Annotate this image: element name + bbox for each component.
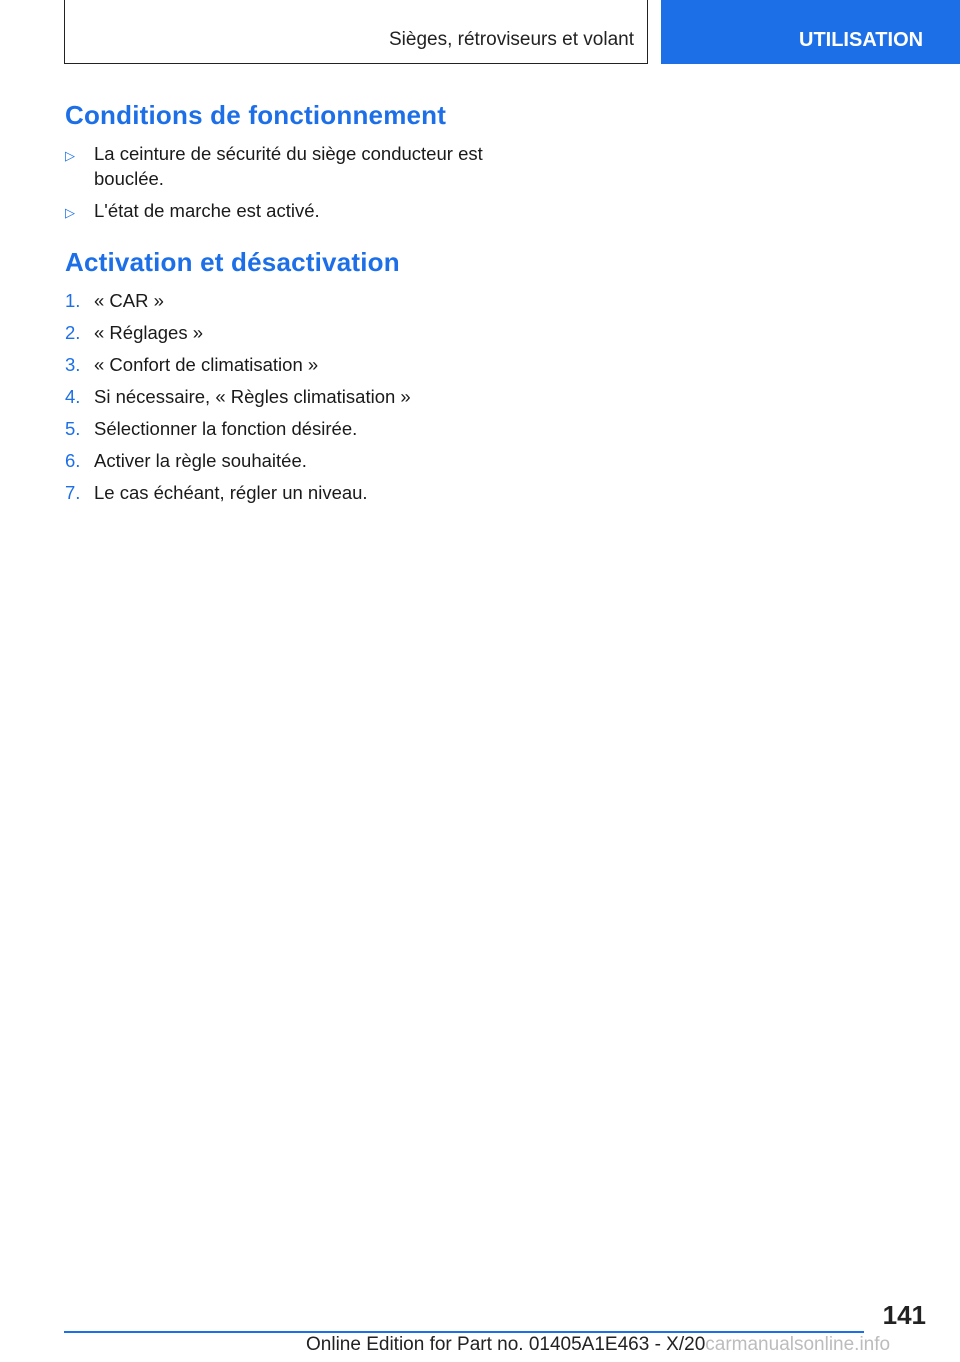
list-item-text: La ceinture de sécurité du siège conducteur est bouclée. [94,143,483,189]
step-number: 7. [65,482,81,503]
step-item [65,384,495,409]
step-text: Activer la règle souhaitée. [94,450,307,471]
list-item [65,198,495,223]
step-item [65,448,495,473]
step-text: « Confort de climatisation » [94,354,319,375]
chapter-tab [661,0,960,64]
footer-edition [306,1334,890,1356]
step-number: 2. [65,322,81,343]
list-item [65,141,495,191]
list-item-text: L'état de marche est activé. [94,200,320,221]
activation-steps [65,288,495,505]
conditions-heading: Conditions de fonctionnement [65,100,447,130]
step-text: « CAR » [94,290,164,311]
step-item [65,320,495,345]
triangle-bullet-icon: ▷ [65,205,75,220]
edition-text: Online Edition for Part no. 01405A1E463 - X/20 [306,1334,706,1355]
step-number: 4. [65,386,81,407]
step-item [65,352,495,377]
step-item [65,416,495,441]
step-text: Le cas échéant, régler un niveau. [94,482,368,503]
step-item [65,288,495,313]
step-number: 6. [65,450,81,471]
page-number: 141 [882,1300,926,1330]
watermark-text: carmanualsonline.info [705,1334,891,1355]
step-item [65,480,495,505]
step-text: Si nécessaire, « Règles climatisation » [94,386,411,407]
triangle-bullet-icon: ▷ [65,148,75,163]
step-number: 3. [65,354,81,375]
step-text: « Réglages » [94,322,204,343]
step-text: Sélectionner la fonction désirée. [94,418,358,439]
conditions-list [65,141,495,223]
footer-divider [64,1331,864,1333]
activation-section [65,247,495,505]
activation-heading: Activation et désactivation [65,247,400,277]
chapter-label: UTILISATION [799,28,924,51]
header-section-title: Sièges, rétroviseurs et volant [388,29,634,50]
page-content [65,100,495,512]
step-number: 5. [65,418,81,439]
step-number: 1. [65,290,81,311]
